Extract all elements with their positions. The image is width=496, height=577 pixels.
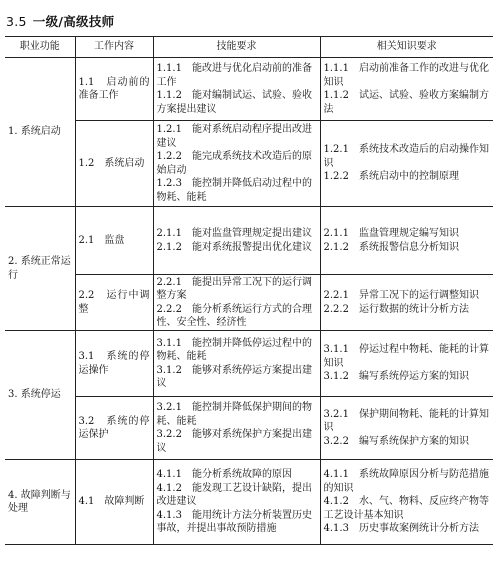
skill-item: 1.2.2 能完成系统技术改造后的原始启动: [156, 151, 312, 176]
table-row: [5, 207, 493, 275]
knowledge-item: 1.2.1 系统技术改造后的启动操作知识: [323, 144, 489, 169]
section-title: 一级/高级技师: [32, 14, 115, 29]
knowledge-cell: [320, 397, 493, 460]
skill-item: 1.2.1 能对系统启动程序提出改进建议: [156, 124, 312, 149]
skills-cell: [153, 397, 320, 460]
header-skills: 技能要求: [153, 37, 320, 58]
table-row: [5, 121, 493, 207]
function-cell: 3. 系统停运: [5, 331, 75, 460]
knowledge-cell: [320, 275, 493, 331]
table-row: [5, 58, 493, 121]
table-row: [5, 331, 493, 397]
work-content-cell: 3.1 系统的停运操作: [75, 331, 153, 397]
skills-cell: [153, 460, 320, 545]
skill-item: 1.2.3 能控制并降低启动过程中的物耗、能耗: [156, 178, 312, 203]
knowledge-item: 3.1.1 停运过程中物耗、能耗的计算知识: [323, 344, 489, 369]
knowledge-item: 4.1.2 水、气、物料、反应终产物等工艺设计基本知识: [323, 496, 489, 521]
skills-cell: [153, 331, 320, 397]
knowledge-cell: [320, 121, 493, 207]
skill-item: 2.2.1 能提出异常工况下的运行调整方案: [156, 276, 312, 301]
knowledge-item: 3.2.1 保护期间物耗、能耗的计算知识: [323, 408, 489, 434]
header-knowledge: 相关知识要求: [320, 37, 493, 58]
header-content: 工作内容: [75, 37, 153, 58]
function-cell: 1. 系统启动: [5, 58, 75, 207]
skill-item: 4.1.1 能分析系统故障的原因: [156, 469, 292, 481]
work-content-cell: 2.2 运行中调整: [75, 275, 153, 331]
work-content-cell: 4.1 故障判断: [75, 460, 153, 545]
skill-item: 3.2.2 能够对系统保护方案提出建议: [156, 429, 312, 454]
work-content-cell: 1.1 启动前的准备工作: [75, 58, 153, 121]
skills-cell: [153, 275, 320, 331]
knowledge-cell: [320, 331, 493, 397]
table-row: [5, 397, 493, 460]
knowledge-item: 1.1.2 试运、试验、验收方案编制方法: [323, 90, 489, 115]
knowledge-cell: [320, 58, 493, 121]
skills-cell: [153, 121, 320, 207]
knowledge-item: 4.1.3 历史事故案例统计分析方法: [323, 523, 479, 535]
skills-cell: [153, 58, 320, 121]
skills-cell: [153, 207, 320, 275]
knowledge-cell: [320, 460, 493, 545]
work-content-cell: 1.2 系统启动: [75, 121, 153, 207]
table-header-row: [5, 37, 493, 58]
skill-item: 4.1.3 能用统计方法分析装置历史事故，并提出事故预防措施: [156, 509, 312, 535]
knowledge-item: 3.2.2 编写系统保护方案的知识: [323, 435, 469, 447]
section-heading: [6, 12, 114, 30]
knowledge-item: 1.2.2 系统启动中的控制原理: [323, 171, 459, 183]
skill-item: 1.1.1 能改进与优化启动前的准备工作: [156, 63, 312, 88]
function-cell: 2. 系统正常运行: [5, 207, 75, 331]
knowledge-item: 4.1.1 系统故障原因分析与防范措施的知识: [323, 469, 489, 494]
skill-item: 3.1.1 能控制并降低停运过程中的物耗、能耗: [156, 337, 312, 362]
skill-item: 1.1.2 能对编制试运、试验、验收方案提出建议: [156, 90, 312, 115]
header-function: 职业功能: [5, 37, 75, 58]
skill-item: 4.1.2 能发现工艺设计缺陷，提出改进建议: [156, 482, 312, 508]
skill-item: 2.1.1 能对监盘管理规定提出建议: [156, 228, 312, 239]
work-content-cell: 2.1 监盘: [75, 207, 153, 275]
knowledge-item: 1.1.1 启动前准备工作的改进与优化知识: [323, 63, 489, 88]
knowledge-item: 2.2.1 异常工况下的运行调整知识: [323, 290, 479, 301]
skill-item: 3.2.1 能控制并降低保护期间的物耗、能耗: [156, 402, 312, 427]
skill-item: 3.1.2 能够对系统停运方案提出建议: [156, 364, 312, 389]
skill-standard-table: [5, 36, 493, 545]
skill-item: 2.1.2 能对系统报警提出优化建议: [156, 241, 312, 253]
knowledge-cell: [320, 207, 493, 275]
work-content-cell: 3.2 系统的停运保护: [75, 397, 153, 460]
knowledge-item: 2.2.2 运行数据的统计分析方法: [323, 303, 469, 315]
section-number: 3.5: [6, 14, 27, 29]
table-row: [5, 275, 493, 331]
knowledge-item: 2.1.1 监盘管理规定编写知识: [323, 228, 459, 239]
knowledge-item: 2.1.2 系统报警信息分析知识: [323, 241, 459, 253]
skill-item: 2.2.2 能分析系统运行方式的合理性、安全性、经济性: [156, 303, 312, 328]
function-cell: 4. 故障判断与处理: [5, 460, 75, 545]
knowledge-item: 3.1.2 编写系统停运方案的知识: [323, 371, 469, 383]
table-row: [5, 460, 493, 545]
